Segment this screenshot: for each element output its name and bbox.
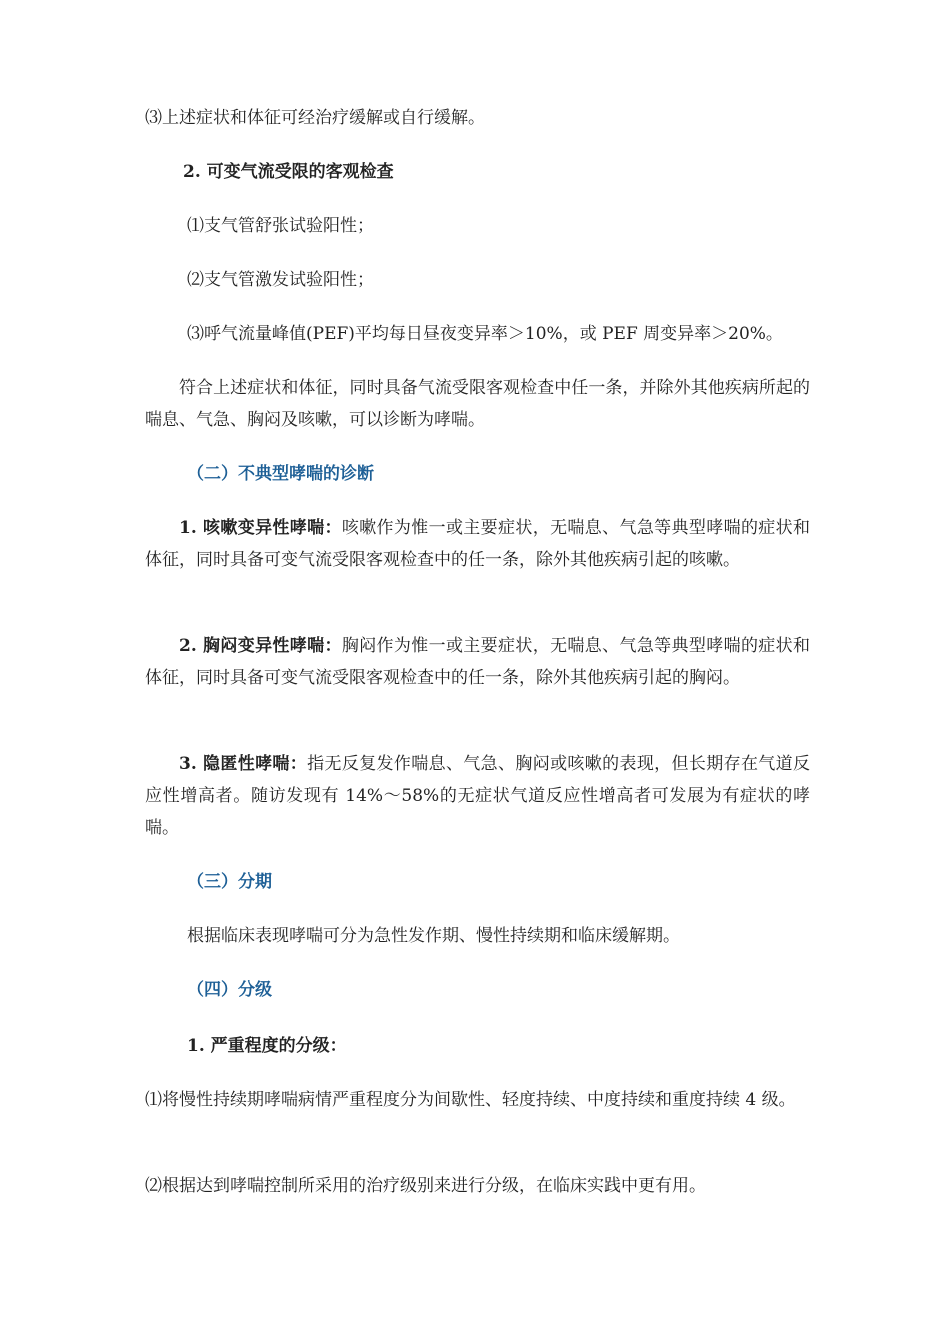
- description-cough-variant-asthma: 咳嗽作为惟一或主要症状，无喘息、气急等典型哮喘的症状和体征，同时具备可变气流受限客观检查中的任一条，除外其他疾病引起的咳嗽。: [145, 518, 811, 570]
- description-chest-tightness-variant-asthma: 胸闷作为惟一或主要症状，无喘息、气急等典型哮喘的症状和体征，同时具备可变气流受限客观检查中的任一条，除外其他疾病引起的胸闷。: [145, 636, 811, 688]
- paragraph-treatment-level-grading: ⑵根据达到哮喘控制所采用的治疗级别来进行分级，在临床实践中更有用。: [145, 1176, 706, 1196]
- heading-severity-grading: 1. 严重程度的分级：: [187, 1036, 347, 1056]
- paragraph-cough-variant-asthma: [145, 512, 810, 576]
- list-item-bronchodilation-test: ⑴支气管舒张试验阳性；: [187, 216, 374, 236]
- section-heading-staging: （三）分期: [187, 872, 272, 892]
- term-cough-variant-asthma: 1. 咳嗽变异性哮喘：: [179, 518, 342, 538]
- heading-variable-airflow-tests: 2. 可变气流受限的客观检查: [183, 162, 394, 182]
- description-occult-asthma: 指无反复发作喘息、气急、胸闷或咳嗽的表现，但长期存在气道反应性增高者。随访发现有 14%～58%的无症状气道反应性增高者可发展为有症状的哮喘。: [145, 754, 811, 838]
- list-item-bronchial-provocation-test: ⑵支气管激发试验阳性；: [187, 270, 374, 290]
- paragraph-chest-tightness-variant-asthma: [145, 630, 810, 694]
- paragraph-staging: 根据临床表现哮喘可分为急性发作期、慢性持续期和临床缓解期。: [187, 926, 680, 946]
- section-heading-grading: （四）分级: [187, 980, 272, 1000]
- paragraph-occult-asthma: [145, 748, 810, 844]
- paragraph-severity-four-levels: ⑴将慢性持续期哮喘病情严重程度分为间歇性、轻度持续、中度持续和重度持续 4 级。: [145, 1090, 796, 1110]
- list-item-pef-variability: ⑶呼气流量峰值(PEF)平均每日昼夜变异率＞10%，或 PEF 周变异率＞20%。: [187, 324, 783, 344]
- paragraph-symptom-relief: ⑶上述症状和体征可经治疗缓解或自行缓解。: [145, 108, 485, 128]
- term-occult-asthma: 3. 隐匿性哮喘：: [179, 754, 308, 774]
- paragraph-diagnosis-criteria: 符合上述症状和体征，同时具备气流受限客观检查中任一条，并除外其他疾病所起的喘息、气急、胸闷及咳嗽，可以诊断为哮喘。: [145, 378, 810, 430]
- section-heading-atypical-asthma: （二）不典型哮喘的诊断: [187, 464, 374, 484]
- term-chest-tightness-variant-asthma: 2. 胸闷变异性哮喘：: [179, 636, 342, 656]
